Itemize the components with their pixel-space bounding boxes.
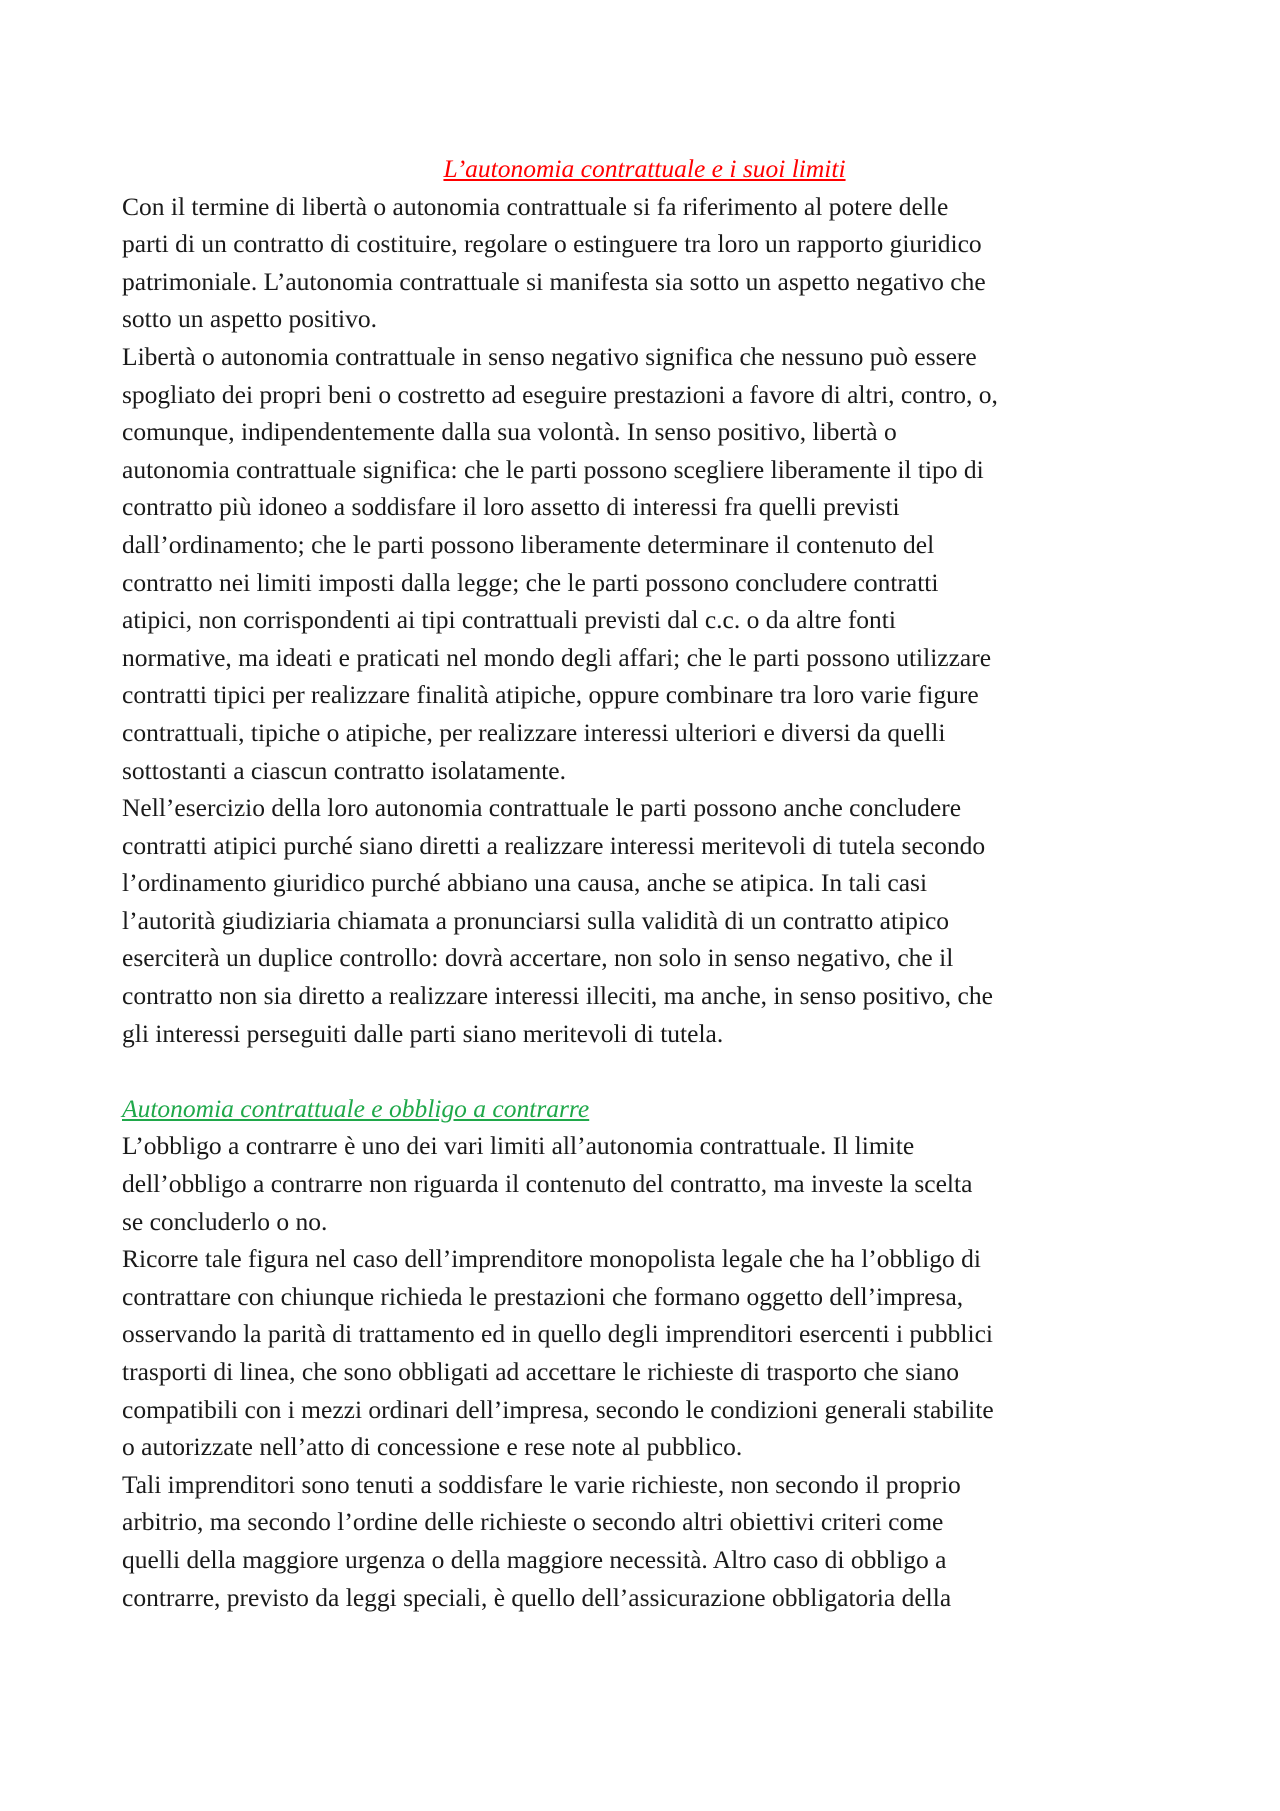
text-line: normative, ma ideati e praticati nel mondo degli affari; che le parti possono utilizzare (122, 642, 992, 672)
text-line: se concluderlo o no. (122, 1206, 328, 1236)
section-heading: Autonomia contrattuale e obbligo a contrarre (122, 1093, 590, 1123)
text-line: patrimoniale. L’autonomia contrattuale si manifesta sia sotto un aspetto negativo che (122, 266, 986, 296)
text-line: l’autorità giudiziaria chiamata a pronunciarsi sulla validità di un contratto atipico (122, 905, 950, 935)
text-line: dall’ordinamento; che le parti possono liberamente determinare il contenuto del (122, 529, 935, 559)
text-line: contrarre, previsto da leggi speciali, è quello dell’assicurazione obbligatoria della (122, 1582, 952, 1612)
paragraph (122, 789, 1167, 1052)
text-line: comunque, indipendentemente dalla sua volontà. In senso positivo, libertà o (122, 417, 897, 447)
paragraph (122, 338, 1167, 789)
text-line: quelli della maggiore urgenza o della maggiore necessità. Altro caso di obbligo a (122, 1544, 947, 1574)
text-line: gli interessi perseguiti dalle parti siano meritevoli di tutela. (122, 1018, 724, 1048)
document-title: L’autonomia contrattuale e i suoi limiti (443, 154, 846, 183)
text-line: contratto nei limiti imposti dalla legge; che le parti possono concludere contratti (122, 567, 939, 597)
text-line: parti di un contratto di costituire, regolare o estinguere tra loro un rapporto giuridico (122, 229, 982, 259)
text-line: eserciterà un duplice controllo: dovrà accertare, non solo in senso negativo, che il (122, 943, 954, 973)
paragraph (122, 1240, 1167, 1466)
text-line: contratti atipici purché siano diretti a realizzare interessi meritevoli di tutela secondo (122, 830, 986, 860)
text-line: L’obbligo a contrarre è uno dei vari limiti all’autonomia contrattuale. Il limite (122, 1131, 915, 1161)
text-line: Tali imprenditori sono tenuti a soddisfare le varie richieste, non secondo il proprio (122, 1469, 961, 1499)
text-line: l’ordinamento giuridico purché abbiano una causa, anche se atipica. In tali casi (122, 868, 928, 898)
document-body (122, 150, 1167, 1616)
text-line: contrattuali, tipiche o atipiche, per realizzare interessi ulteriori e diversi da quelli (122, 717, 946, 747)
paragraph (122, 1466, 1167, 1616)
text-line: Ricorre tale figura nel caso dell’imprenditore monopolista legale che ha l’obbligo di (122, 1244, 981, 1274)
text-line: contratto non sia diretto a realizzare interessi illeciti, ma anche, in senso positivo, che (122, 981, 993, 1011)
text-line: contratti tipici per realizzare finalità atipiche, oppure combinare tra loro varie figure (122, 680, 979, 710)
paragraph (122, 1127, 1167, 1240)
text-line: contratto più idoneo a soddisfare il loro assetto di interessi fra quelli previsti (122, 492, 900, 522)
text-line: Libertà o autonomia contrattuale in senso negativo significa che nessuno può essere (122, 341, 977, 371)
text-line: o autorizzate nell’atto di concessione e rese note al pubblico. (122, 1432, 743, 1462)
text-line: atipici, non corrispondenti ai tipi contrattuali previsti dal c.c. o da altre fonti (122, 605, 896, 635)
blank-line (122, 1052, 1167, 1090)
text-line: osservando la parità di trattamento ed in quello degli imprenditori esercenti i pubblici (122, 1319, 993, 1349)
text-line: sotto un aspetto positivo. (122, 304, 377, 334)
text-line: arbitrio, ma secondo l’ordine delle richieste o secondo altri obiettivi criteri come (122, 1507, 944, 1537)
text-line: spogliato dei propri beni o costretto ad eseguire prestazioni a favore di altri, contro, o, (122, 379, 998, 409)
text-line: trasporti di linea, che sono obbligati ad accettare le richieste di trasporto che siano (122, 1357, 959, 1386)
text-line: compatibili con i mezzi ordinari dell’impresa, secondo le condizioni generali stabilite (122, 1394, 994, 1424)
text-line: contrattare con chiunque richieda le prestazioni che formano oggetto dell’impresa, (122, 1281, 964, 1311)
paragraph (122, 188, 1167, 338)
text-line: autonomia contrattuale significa: che le parti possono scegliere liberamente il tipo di (122, 454, 984, 484)
text-line: Con il termine di libertà o autonomia contrattuale si fa riferimento al potere delle (122, 191, 949, 221)
text-line: Nell’esercizio della loro autonomia contrattuale le parti possono anche concludere (122, 793, 962, 823)
text-line: sottostanti a ciascun contratto isolatamente. (122, 755, 566, 785)
text-line: dell’obbligo a contrarre non riguarda il contenuto del contratto, ma investe la scelta (122, 1169, 973, 1199)
